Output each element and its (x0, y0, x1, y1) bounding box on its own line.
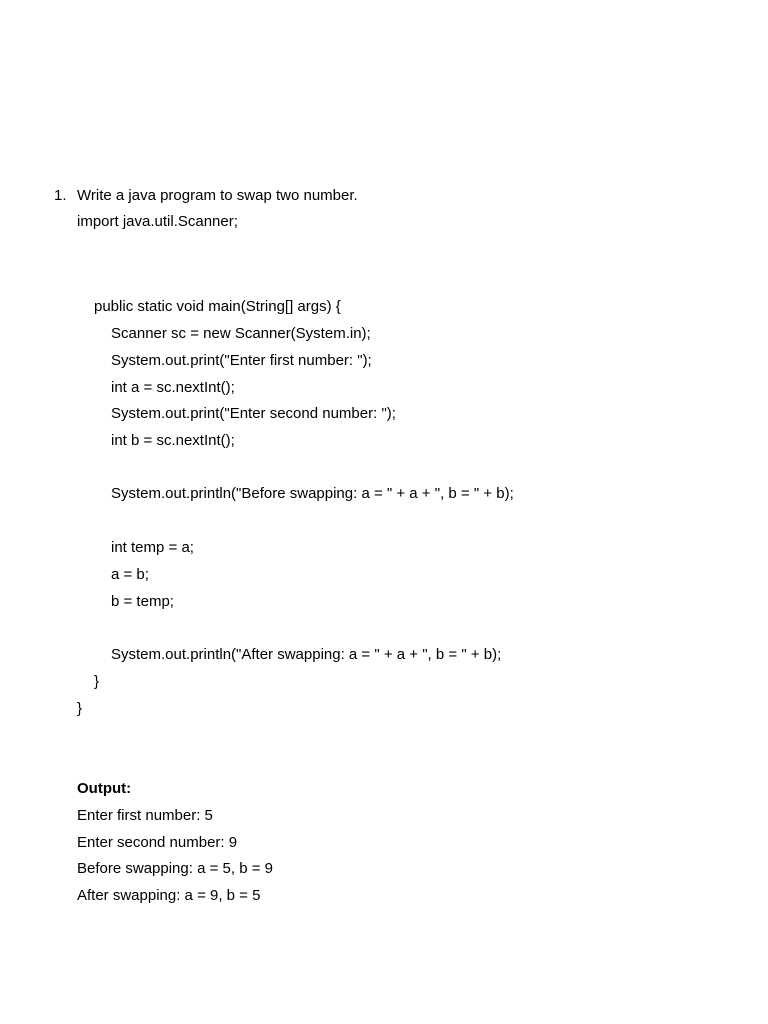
output-line: After swapping: a = 9, b = 5 (77, 887, 261, 904)
code-line: int b = sc.nextInt(); (111, 432, 235, 449)
output-line: Before swapping: a = 5, b = 9 (77, 860, 273, 877)
output-heading: Output: (77, 780, 132, 797)
output-line: Enter first number: 5 (77, 807, 213, 824)
code-line: b = temp; (111, 593, 174, 610)
import-line: import java.util.Scanner; (77, 213, 238, 230)
code-line: } (94, 673, 100, 690)
code-line: a = b; (111, 566, 149, 583)
code-line: System.out.print("Enter second number: "); (111, 405, 396, 422)
code-line: System.out.print("Enter first number: "); (111, 352, 372, 369)
code-line: } (77, 700, 83, 717)
code-line: System.out.println("Before swapping: a = " + a + ", b = " + b); (111, 485, 514, 502)
list-number: 1. (54, 187, 67, 204)
output-line: Enter second number: 9 (77, 834, 238, 851)
code-line: System.out.println("After swapping: a = " + a + ", b = " + b); (111, 646, 502, 663)
code-line: public static void main(String[] args) { (94, 298, 341, 315)
question-text: Write a java program to swap two number. (77, 187, 358, 204)
code-line: Scanner sc = new Scanner(System.in); (111, 325, 371, 342)
code-line: int temp = a; (111, 539, 194, 556)
code-line: int a = sc.nextInt(); (111, 379, 235, 396)
